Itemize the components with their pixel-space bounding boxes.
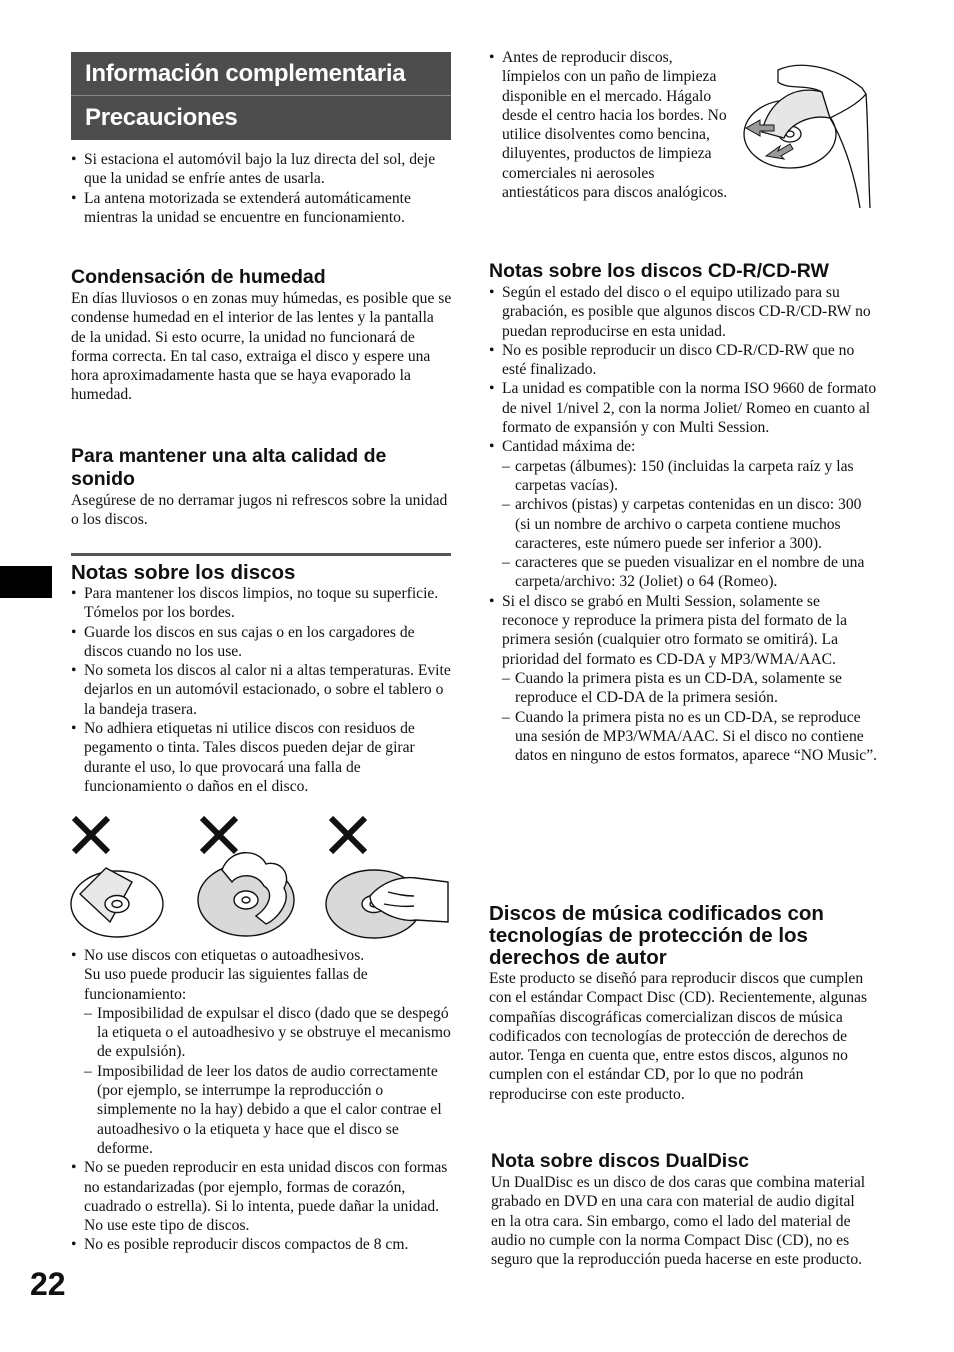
dash-item: – caracteres que se pueden visualizar en el nombre de una carpeta/archivo: 32 (Joliet) o 64 (Romeo). xyxy=(502,553,879,592)
disc-cleaning-icon xyxy=(738,62,870,212)
list-item: • La unidad es compatible con la norma ISO 9660 de formato de nivel 1/nivel 2, con la norma Joliet/ Romeo en cuanto al formato de expansión y con Multi Session. xyxy=(489,379,879,437)
cdr-heading: Notas sobre los discos CD-R/CD-RW xyxy=(489,260,829,282)
prohibited-x-icon xyxy=(331,818,365,852)
list-item: • Según el estado del disco o el equipo utilizado para su grabación, es posible que algunos discos CD-R/CD-RW no puedan reproducirse en esta unidad. xyxy=(489,283,879,341)
dualdisc-section xyxy=(491,1150,871,1269)
dualdisc-heading: Nota sobre discos DualDisc xyxy=(491,1150,749,1172)
etiquetas-line2: Su uso puede producir las siguientes fallas de funcionamiento: xyxy=(84,966,368,1003)
proteccion-heading: Discos de música codificados con tecnologías de protección de los derechos de autor xyxy=(489,902,824,969)
list-item: • Para mantener los discos limpios, no toque su superficie. Tómelos por los bordes. xyxy=(71,584,452,623)
condensacion-text: En días lluviosos o en zonas muy húmedas, es posible que se condense humedad en el interior de las lentes y la pantalla de la unidad. Si esto ocurre, la unidad no funcionará de forma correcta. En tal caso, extraiga el disco y espere una hora aproximadamente hasta que se haya evaporado la humedad. xyxy=(71,290,452,404)
list-item: • No adhiera etiquetas ni utilice discos con residuos de pegamento o tinta. Tales discos pueden dejar de girar durante el uso, lo que provocará una falla de funcionamiento o daños en el disco. xyxy=(71,719,452,796)
prohibited-discs-illustration xyxy=(70,812,450,940)
list-item: • Guarde los discos en sus cajas o en los cargadores de discos cuando no los use. xyxy=(71,623,452,662)
list-item: • No es posible reproducir un disco CD-R/CD-RW que no esté finalizado. xyxy=(489,341,879,380)
proteccion-section xyxy=(489,903,870,1104)
etiquetas-bullet: No use discos con etiquetas o autoadhesivos. xyxy=(84,947,365,964)
dualdisc-text: Un DualDisc es un disco de dos caras que combina material grabado en DVD en una cara con material de audio digital en la otra cara. Sin embargo, como el lado del material de audio no cumple con la norma Compact Disc (CD), no es seguro que la reproducción pueda hacerse en este producto. xyxy=(491,1174,866,1269)
list-item: • No es posible reproducir discos compactos de 8 cm. xyxy=(71,1235,452,1254)
chapter-tab-marker xyxy=(0,566,52,598)
condensacion-section xyxy=(71,266,452,405)
list-item: • No someta los discos al calor ni a altas temperaturas. Evite dejarlos en un automóvil estacionado, o sobre el tablero o la bandeja trasera. xyxy=(71,661,452,719)
list-item xyxy=(489,437,879,591)
notas-discos-section xyxy=(71,562,452,796)
calidad-section xyxy=(71,445,452,530)
intro-bullets xyxy=(71,150,452,227)
dash-item: – carpetas (álbumes): 150 (incluidas la carpeta raíz y las carpetas vacías). xyxy=(502,457,879,496)
calidad-text: Asegúrese de no derramar jugos ni refrescos sobre la unidad o los discos. xyxy=(71,492,448,529)
section-divider xyxy=(71,553,451,556)
list-item: • Antes de reproducir discos, límpielos con un paño de limpieza disponible en el mercado. Hágalo desde el centro hacia los bordes. No utilice disolventes como bencina, diluyentes, productos de limpieza comerciales ni aerosoles antiestáticos para discos analógicos. xyxy=(489,48,729,202)
list-item: • La antena motorizada se extenderá automáticamente mientras la unidad se encuentre en funcionamiento. xyxy=(71,189,452,228)
disc-touched-by-hand-icon xyxy=(326,870,448,938)
prohibited-x-icon xyxy=(74,818,108,852)
cdr-section xyxy=(489,260,879,765)
etiquetas-section xyxy=(71,946,452,1255)
disc-with-residue-icon xyxy=(198,853,294,936)
limpieza-section xyxy=(489,48,729,202)
list-item: • Si estaciona el automóvil bajo la luz directa del sol, deje que la unidad se enfríe antes de usarla. xyxy=(71,150,452,189)
list-item: • No se pueden reproducir en esta unidad discos con formas no estandarizadas (por ejemplo, formas de corazón, cuadrado o estrella). Si lo intenta, puede dañar la unidad. No use este tipo de discos. xyxy=(71,1158,452,1235)
dash-item: – archivos (pistas) y carpetas contenidas en un disco: 300 (si un nombre de archivo o carpeta contiene muchos caracteres, este número puede ser inferior a 300). xyxy=(502,495,879,553)
condensacion-heading: Condensación de humedad xyxy=(71,266,326,288)
proteccion-text: Este producto se diseñó para reproducir discos que cumplen con el estándar Compact Disc (CD). Recientemente, algunas compañías discográficas comercializan discos de música codificados con tecnologías de protección de derechos de autor. Tenga en cuenta que, entre estos discos, algunos no cumplen con el estándar CD, por lo que no podrán reproducirse con este producto. xyxy=(489,970,868,1103)
dash-item: – Cuando la primera pista es un CD-DA, solamente se reproduce el CD-DA de la primera sesión. xyxy=(502,669,879,708)
page-number: 22 xyxy=(30,1266,66,1302)
section-subtitle: Precauciones xyxy=(71,96,451,140)
dash-item: – Cuando la primera pista no es un CD-DA, se reproduce una sesión de MP3/WMA/AAC. Si el disco no contiene datos en ninguno de estos formatos, aparece “NO Music”. xyxy=(502,708,879,766)
prohibited-x-icon xyxy=(202,818,236,852)
list-item xyxy=(71,946,452,1158)
cdr-b5: Si el disco se grabó en Multi Session, solamente se reconoce y reproduce la primera pista del formato de la primera sesión (cualquier otro formato se omitirá). La prioridad del formato es CD-DA y MP3/WMA/AAC. xyxy=(502,592,848,668)
dash-item: – Imposibilidad de expulsar el disco (dado que se despegó la etiqueta o el autoadhesivo y se obstruye el mecanismo de expulsión). xyxy=(84,1004,452,1062)
notas-discos-heading: Notas sobre los discos xyxy=(71,561,296,584)
calidad-heading: Para mantener una alta calidad de sonido xyxy=(71,445,387,490)
dash-item: – Imposibilidad de leer los datos de audio correctamente (por ejemplo, se interrumpe la reproducción o simplemente no la hay) debido a que el calor contrae el autoadhesivo o la etiqueta y hace que el disco se deforme. xyxy=(84,1062,452,1158)
cdr-b4: Cantidad máxima de: xyxy=(502,438,636,456)
section-title: Información complementaria xyxy=(71,52,451,96)
disc-with-label-icon xyxy=(71,868,163,937)
list-item xyxy=(489,592,879,766)
